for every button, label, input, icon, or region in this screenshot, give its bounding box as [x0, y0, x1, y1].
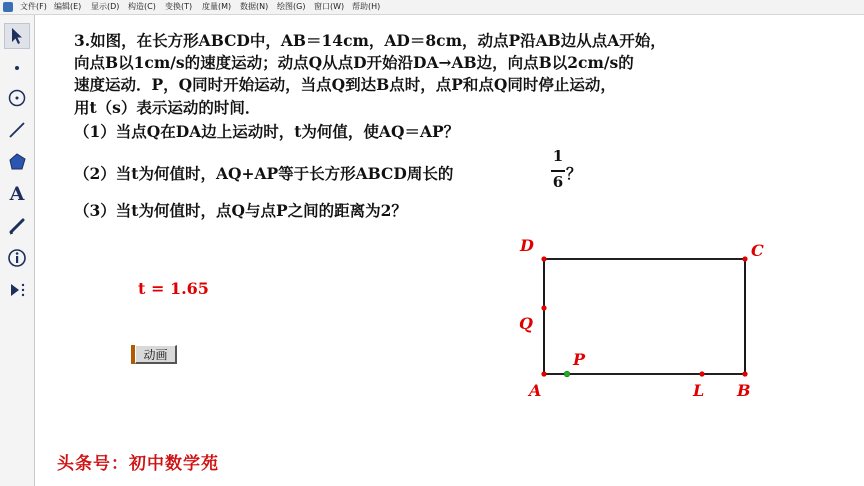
menu-measure[interactable]: 度量(M)	[202, 2, 232, 11]
label-a: A	[529, 381, 542, 400]
menu-edit[interactable]: 编辑(E)	[54, 2, 82, 11]
t-measurement[interactable]: t = 1.65	[138, 279, 209, 298]
point-l[interactable]	[699, 371, 704, 376]
label-b: B	[737, 381, 751, 400]
question-3: （3）当t为何值时，点Q与点P之间的距离为2？	[74, 201, 407, 220]
menu-display[interactable]: 显示(D)	[91, 2, 120, 11]
question-2-end: ？	[566, 164, 582, 183]
menu-help[interactable]: 帮助(H)	[352, 2, 381, 11]
menu-file[interactable]: 文件(F)	[20, 2, 47, 11]
question-1: （1）当点Q在DA边上运动时，t为何值，使AQ＝AP？	[74, 122, 460, 141]
point-b[interactable]	[742, 371, 747, 376]
point-a[interactable]	[541, 371, 546, 376]
fraction-denominator: 6	[552, 173, 564, 191]
text-a-icon: A	[9, 183, 25, 205]
watermark-footer: 头条号：初中数学苑	[57, 454, 219, 474]
menu-window[interactable]: 窗口(W)	[314, 2, 345, 11]
fraction-numerator: 1	[552, 147, 564, 165]
problem-line-1: 3.如图，在长方形ABCD中，AB＝14cm，AD＝8cm，动点P沿AB边从点A开始，	[74, 31, 666, 50]
animate-button[interactable]: 动画	[135, 345, 177, 364]
menu-construct[interactable]: 构造(C)	[128, 2, 156, 11]
point-d[interactable]	[541, 256, 546, 261]
menu-data[interactable]: 数据(N)	[240, 2, 269, 11]
menu-graph[interactable]: 绘图(G)	[277, 2, 306, 11]
problem-line-4: 用t（s）表示运动的时间．	[74, 98, 261, 117]
point-c[interactable]	[742, 256, 747, 261]
label-l: L	[693, 381, 705, 400]
label-c: C	[751, 241, 764, 260]
question-2: （2）当t为何值时，AQ+AP等于长方形ABCD周长的	[74, 164, 454, 183]
problem-line-3: 速度运动．P，Q同时开始运动，当点Q到达B点时，点P和点Q同时停止运动，	[74, 75, 616, 94]
label-q: Q	[519, 314, 533, 333]
menu-transform[interactable]: 变换(T)	[165, 2, 193, 11]
problem-line-2: 向点B以1cm/s的速度运动；动点Q从点D开始沿DA→AB边，向点B以2cm/s的	[74, 53, 634, 72]
point-p[interactable]	[564, 371, 570, 377]
point-q[interactable]	[541, 305, 546, 310]
label-p: P	[573, 350, 586, 369]
label-d: D	[520, 236, 534, 255]
